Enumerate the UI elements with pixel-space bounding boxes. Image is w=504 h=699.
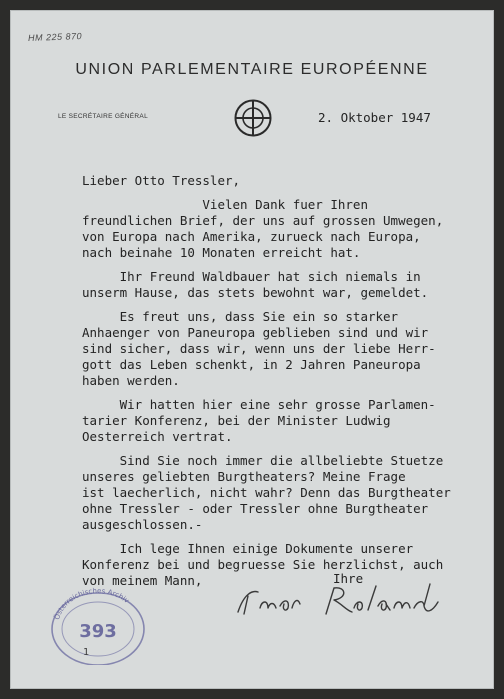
body-line: Sind Sie noch immer die allbeliebte Stuetze <box>82 453 444 468</box>
letter-body <box>82 173 482 589</box>
body-line: sind sicher, dass wir, wenn uns der liebe Herr- <box>82 341 436 356</box>
body-line: Ihr Freund Waldbauer hat sich niemals in <box>82 269 421 284</box>
cross-circle-emblem-icon <box>233 98 273 138</box>
body-line: Oesterreich vertrat. <box>82 429 233 444</box>
body-line: gott das Leben schenkt, in 2 Jahren Paneuropa <box>82 357 421 372</box>
body-line: freundlichen Brief, der uns auf grossen Umwegen, <box>82 213 444 228</box>
body-line: unserm Hause, das stets bewohnt war, gemeldet. <box>82 285 429 300</box>
secretary-label: LE SECRÉTAIRE GÉNÉRAL <box>58 113 148 120</box>
body-line: tarier Konferenz, bei der Minister Ludwig <box>82 413 391 428</box>
archive-reference-mark: HM 225 870 <box>27 31 83 43</box>
archive-stamp <box>44 579 152 665</box>
body-line: von meinem Mann, <box>82 573 203 588</box>
body-line: haben werden. <box>82 373 180 388</box>
stamp-number: 393 <box>79 621 117 642</box>
body-line: ausgeschlossen.- <box>82 517 203 532</box>
body-line: Ich lege Ihnen einige Dokumente unserer <box>82 541 414 556</box>
body-line: ist laecherlich, nicht wahr? Denn das Burgtheater <box>82 485 451 500</box>
svg-text:Österreichisches Archiv <box>52 587 130 621</box>
handwritten-signature <box>234 582 444 622</box>
body-line: Es freut uns, dass Sie ein so starker <box>82 309 399 324</box>
stamp-inscription: Österreichisches Archiv <box>53 586 131 621</box>
body-line: nach beinahe 10 Monaten erreicht hat. <box>82 245 361 260</box>
body-line: Vielen Dank fuer Ihren <box>82 197 368 212</box>
closing-word: Ihre <box>333 571 364 586</box>
body-line: Konferenz bei und begruesse Sie herzlichst, auch <box>82 557 444 572</box>
letterhead-title: UNION PARLEMENTAIRE EUROPÉENNE <box>75 61 429 78</box>
body-line: Wir hatten hier eine sehr grosse Parlamen- <box>82 397 436 412</box>
body-line: von Europa nach Amerika, zurueck nach Europa, <box>82 229 421 244</box>
body-line: Anhaenger von Paneuropa geblieben sind und wir <box>82 325 429 340</box>
body-line: unseres geliebten Burgtheaters? Meine Frage <box>82 469 406 484</box>
salutation: Lieber Otto Tressler, <box>82 173 241 188</box>
body-line: ohne Tressler - oder Tressler ohne Burgtheater <box>82 501 429 516</box>
page-number: 1 <box>83 647 90 658</box>
letter-date: 2. Oktober 1947 <box>318 110 431 125</box>
